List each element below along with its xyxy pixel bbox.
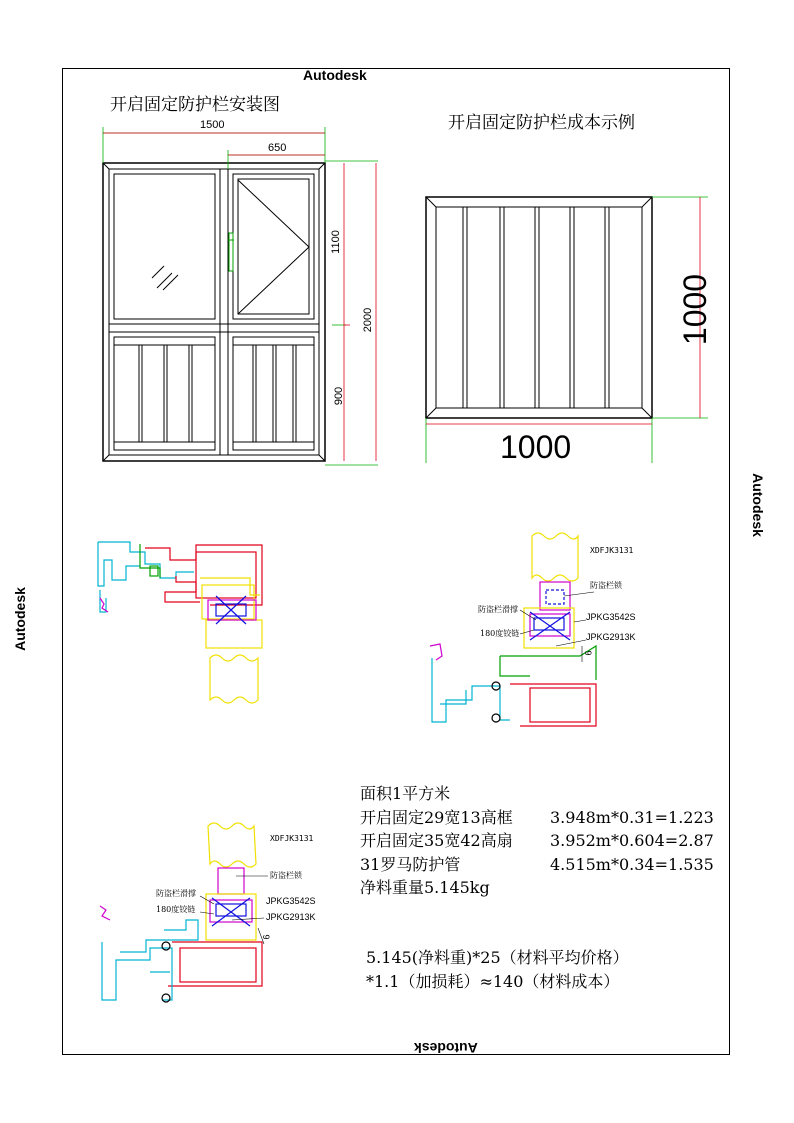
cost-row: 开启固定35宽42高扇 3.952m*0.604=2.87 [360, 831, 714, 850]
label-six-2: 6 [583, 650, 594, 656]
dim-height-upper: 1100 [329, 230, 342, 254]
label-hinge-3: 180度铰链 [156, 905, 196, 914]
label-code1-3: JPKG3542S [266, 896, 316, 906]
label-slide-2: 防盗栏滑撑 [478, 605, 518, 614]
cost-row: 开启固定29宽13高框 3.948m*0.31=1.223 [360, 807, 714, 827]
dim-width-total: 1500 [200, 119, 225, 131]
formula-line-1: 5.145(净料重)*25（材料平均价格） [366, 948, 629, 967]
dim-width-sash: 650 [268, 142, 287, 154]
label-lock-profile-3: XDFJK3131 [270, 834, 314, 843]
cost-table [360, 782, 714, 900]
label-lock-2: 防盗栏锁 [590, 581, 622, 590]
install-elevation [103, 163, 325, 461]
cost-net-weight: 净料重量5.145kg [360, 878, 490, 897]
watermark-top: Autodesk [303, 67, 367, 83]
install-dim-lines-red [103, 133, 376, 461]
cost-row: 31罗马防护管 4.515m*0.34=1.535 [360, 854, 714, 874]
cost-dimensions [426, 197, 708, 463]
label-code2-2: JPKG2913K [586, 632, 636, 642]
label-hinge-2: 180度铰链 [480, 629, 520, 638]
label-code2-3: JPKG2913K [266, 912, 316, 922]
cost-title: 开启固定防护栏成本示例 [448, 113, 635, 133]
formula-line-2: *1.1（加损耗）≈140（材料成本） [366, 972, 620, 991]
label-lock-3: 防盗栏锁 [270, 871, 302, 880]
label-six-3: 6 [261, 934, 272, 940]
cost-elevation [426, 197, 652, 418]
cost-area: 面积1平方米 [360, 784, 451, 803]
dim-sample-width: 1000 [500, 429, 572, 465]
dim-height-lower: 900 [333, 386, 346, 406]
watermark-bottom: Autodesk [414, 1040, 478, 1056]
dim-height-total: 2000 [362, 307, 375, 333]
label-code1-2: JPKG3542S [586, 612, 636, 622]
watermark-left: Autodesk [11, 587, 28, 651]
watermark-right: Autodesk [749, 473, 766, 537]
cost-formula [366, 946, 629, 994]
label-slide-3: 防盗栏滑撑 [156, 889, 196, 898]
section-detail-1 [98, 542, 262, 703]
install-dimensions [103, 127, 378, 465]
label-lock-profile-2: XDFJK3131 [590, 546, 634, 555]
dim-sample-height: 1000 [677, 273, 714, 346]
install-title: 开启固定防护栏安装图 [110, 95, 280, 115]
